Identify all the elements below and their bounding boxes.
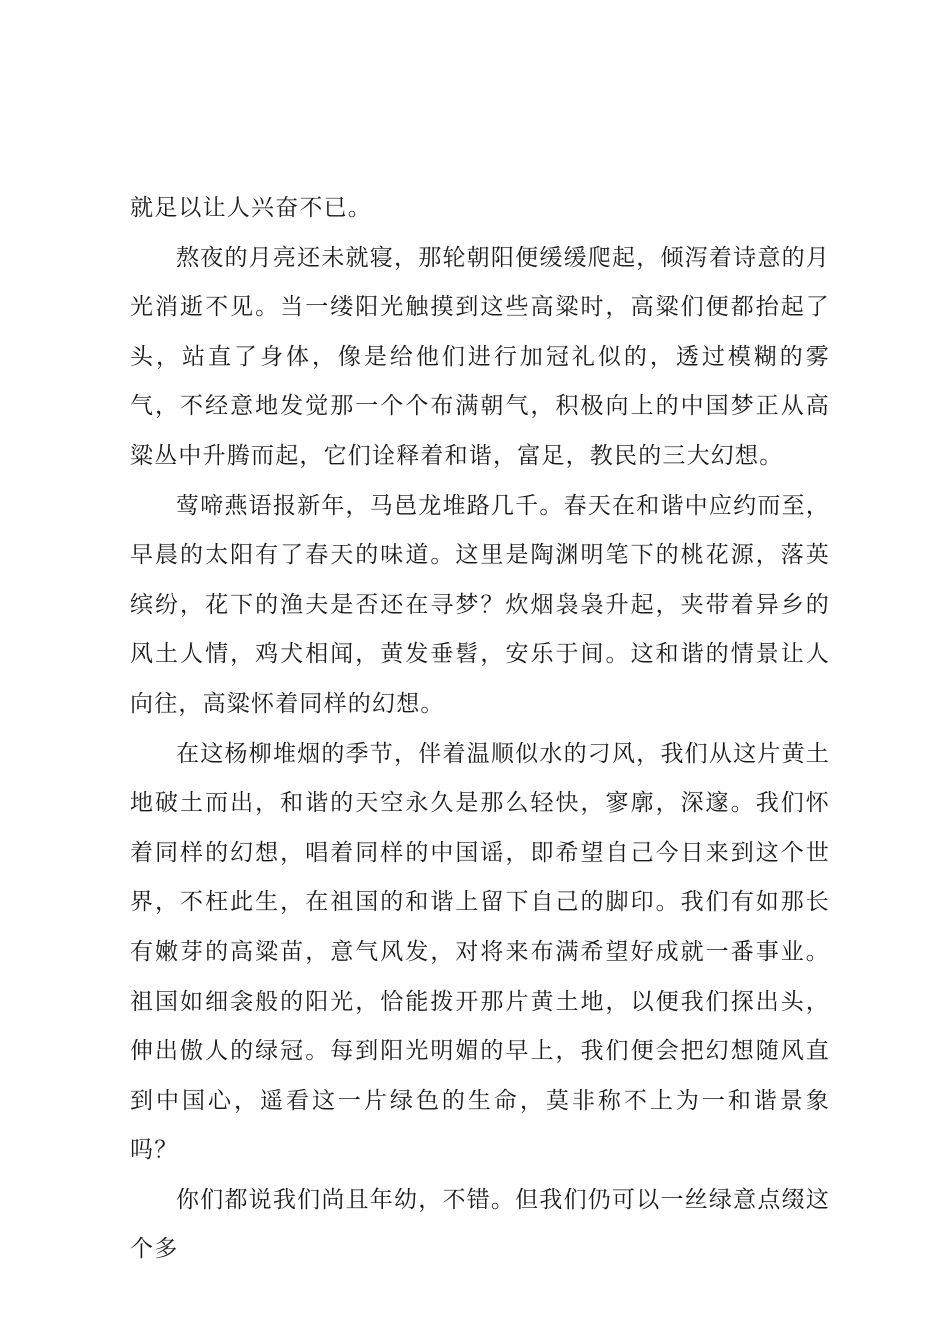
paragraph-moon-sunrise: 熬夜的月亮还未就寝，那轮朝阳便缓缓爬起，倾泻着诗意的月光消逝不见。当一缕阳光触摸到这些高粱时，高粱们便都抬起了头，站直了身体，像是给他们进行加冠礼似的，透过模糊的雾气，不经意地发觉那一个个布满朝气，积极向上的中国梦正从高粱丛中升腾而起，它们诠释着和谐，富足，教民的三大幻想。 [130, 244, 830, 469]
paragraph-continuation: 就足以让人兴奋不已。 [130, 195, 372, 221]
paragraph-young-green: 你们都说我们尚且年幼，不错。但我们仍可以一丝绿意点缀这个多 [130, 1186, 830, 1263]
paragraph-willow-season: 在这杨柳堆烟的季节，伴着温顺似水的刁风，我们从这片黄土地破土而出，和谐的天空永久是那么轻快，寥廓，深邃。我们怀着同样的幻想，唱着同样的中国谣，即希望自己今日来到这个世界，不枉此生，在祖国的和谐上留下自己的脚印。我们有如那长有嫩芽的高粱苗，意气风发，对将来布满希望好成就一番事业。祖国如细衾般的阳光，恰能拨开那片黄土地，以便我们探出头，伸出傲人的绿冠。每到阳光明媚的早上，我们便会把幻想随风直到中国心，遥看这一片绿色的生命，莫非称不上为一和谐景象吗？ [130, 740, 830, 1164]
document-body [130, 184, 830, 1275]
paragraph-spring-harmony: 莺啼燕语报新年，马邑龙堆路几千。春天在和谐中应约而至，早晨的太阳有了春天的味道。这里是陶渊明笔下的桃花源，落英缤纷，花下的渔夫是否还在寻梦？炊烟袅袅升起，夹带着异乡的风土人情，鸡犬相闻，黄发垂髫，安乐于间。这和谐的情景让人向往，高粱怀着同样的幻想。 [130, 492, 830, 717]
